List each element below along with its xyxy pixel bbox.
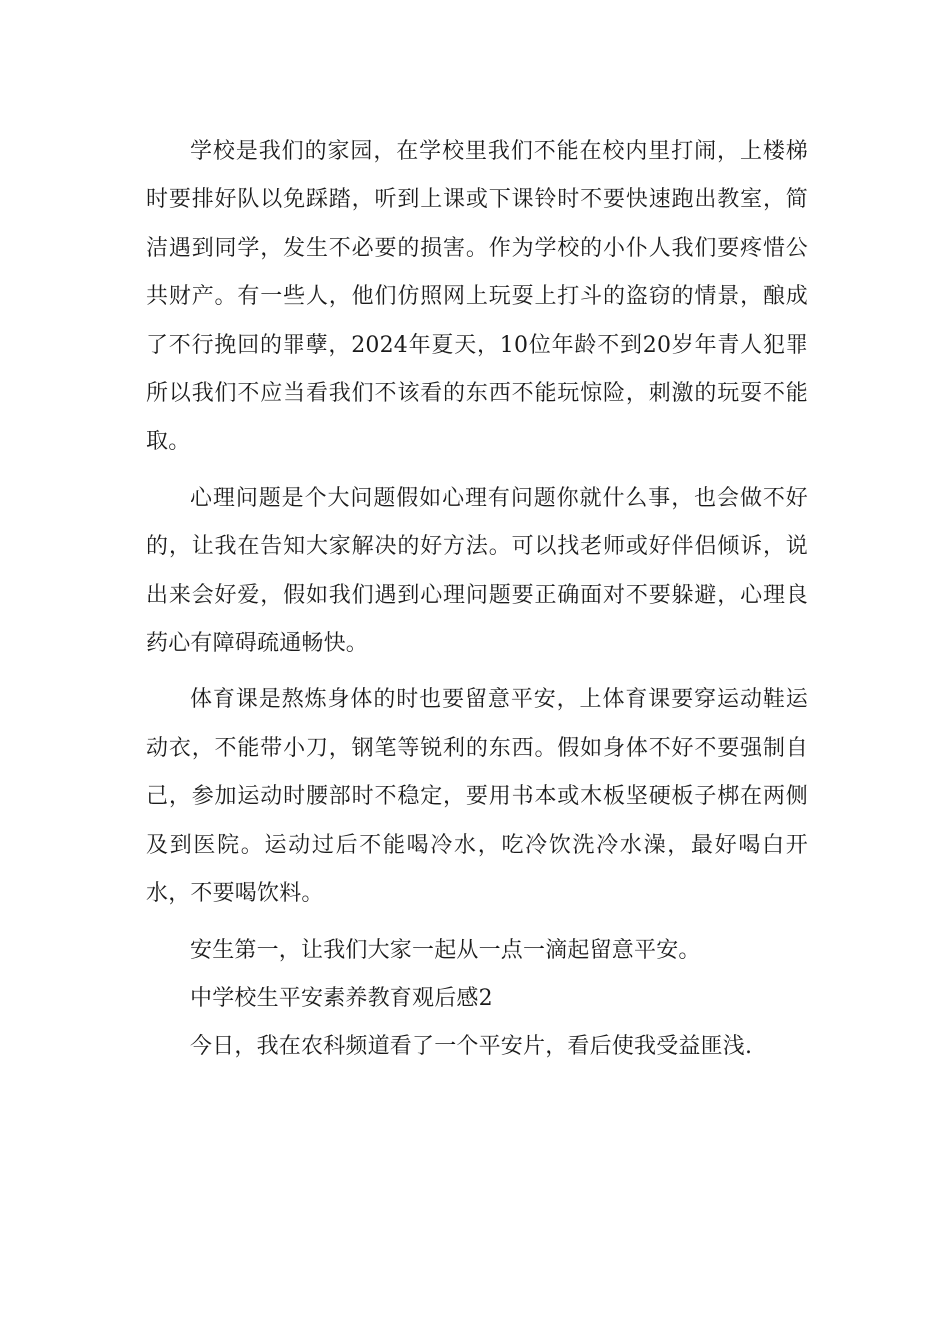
paragraph-mental-health: 心理问题是个大问题假如心理有问题你就什么事，也会做不好的，让我在告知大家解决的好方法。可以找老师或好伴侣倾诉，说出来会好爱，假如我们遇到心理问题要正确面对不要躲避，心理良药心有障碍疏通畅快。 bbox=[146, 485, 808, 657]
paragraph-pe-safety: 体育课是熬炼身体的时也要留意平安，上体育课要穿运动鞋运动衣，不能带小刀，钢笔等锐利的东西。假如身体不好不要强制自己，参加运动时腰部时不稳定，要用书本或木板坚硬板子梆在两侧及到医院。运动过后不能喝冷水，吃冷饮洗冷水澡，最好喝白开水，不要喝饮料。 bbox=[146, 687, 808, 907]
paragraph-safety-first: 安生第一，让我们大家一起从一点一滴起留意平安。 bbox=[190, 937, 701, 963]
section-heading: 中学校生平安素养教育观后感2 bbox=[190, 985, 493, 1011]
document-body bbox=[146, 128, 808, 1072]
paragraph-school-safety: 学校是我们的家园，在学校里我们不能在校内里打闹，上楼梯时要排好队以免踩踏，听到上课或下课铃时不要快速跑出教室，简洁遇到同学，发生不必要的损害。作为学校的小仆人我们要疼惜公共财产。有一些人，他们仿照网上玩耍上打斗的盗窃的情景，酿成了不行挽回的罪孽，2024年夏天，10位年龄不到20岁年青人犯罪所以我们不应当看我们不该看的东西不能玩惊险，刺激的玩耍不能取。 bbox=[146, 139, 808, 455]
paragraph-today: 今日，我在农科频道看了一个平安片，看后使我受益匪浅. bbox=[190, 1034, 753, 1060]
